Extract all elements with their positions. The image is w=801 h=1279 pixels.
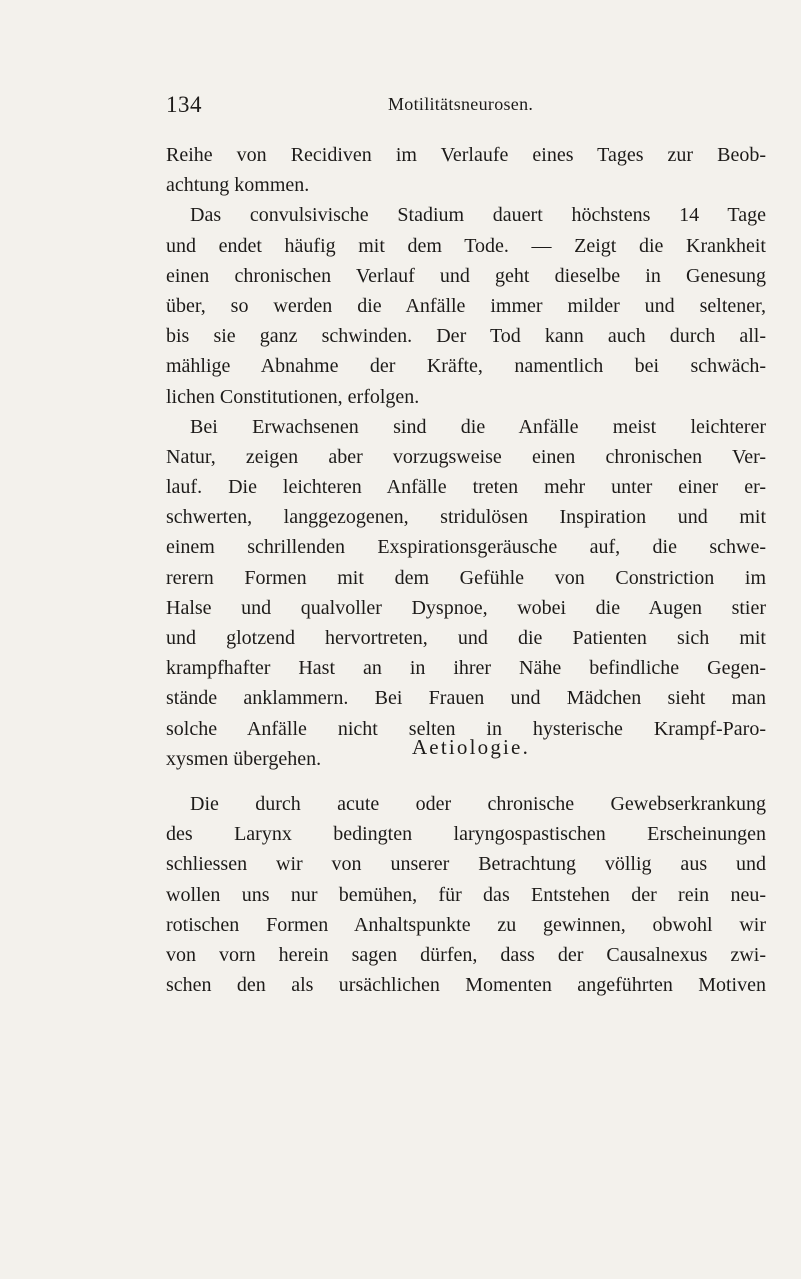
- paragraph: [166, 200, 766, 411]
- text-line: mählige Abnahme der Kräfte, namentlich bei schwäch-: [166, 355, 766, 378]
- text-line: bis sie ganz schwinden. Der Tod kann auch durch all-: [166, 325, 766, 348]
- text-line: einen chronischen Verlauf und geht dieselbe in Genesung: [166, 264, 766, 287]
- text-line: und glotzend hervortreten, und die Patienten sich mit: [166, 627, 766, 649]
- text-line: schliessen wir von unserer Betrachtung völlig aus und: [166, 853, 766, 876]
- text-line: xysmen übergehen.: [166, 747, 322, 770]
- text-line: solche Anfälle nicht selten in hysterische Krampf-Paro-: [166, 717, 766, 740]
- text-line: des Larynx bedingten laryngospastischen Erscheinungen: [166, 823, 766, 846]
- text-line: rotischen Formen Anhaltspunkte zu gewinnen, obwohl wir: [166, 913, 766, 936]
- text-line: stände anklammern. Bei Frauen und Mädchen sieht man: [166, 687, 766, 710]
- page-header: [166, 92, 766, 122]
- page-number: 134: [166, 92, 202, 117]
- paragraph: [166, 412, 766, 774]
- text-line: lauf. Die leichteren Anfälle treten mehr unter einer er-: [166, 476, 766, 499]
- text-line: von vorn herein sagen dürfen, dass der Causalnexus zwi-: [166, 943, 766, 966]
- body-text-bottom: [166, 789, 766, 1000]
- paragraph: [166, 789, 766, 1000]
- text-line: Die durch acute oder chronische Gewebserkrankung: [190, 793, 766, 815]
- text-line: über, so werden die Anfälle immer milder und seltener,: [166, 294, 766, 317]
- text-line: rerern Formen mit dem Gefühle von Constriction im: [166, 566, 766, 589]
- text-line: schwerten, langgezogenen, stridulösen Inspiration und mit: [166, 506, 766, 529]
- text-line: achtung kommen.: [166, 174, 310, 197]
- paragraph: [166, 140, 766, 200]
- text-line: einem schrillenden Exspirationsgeräusche auf, die schwe-: [166, 536, 766, 559]
- text-line: Bei Erwachsenen sind die Anfälle meist leichterer: [190, 415, 766, 438]
- text-line: Natur, zeigen aber vorzugsweise einen chronischen Ver-: [166, 445, 766, 468]
- text-line: und endet häufig mit dem Tode. — Zeigt die Krankheit: [166, 234, 766, 257]
- text-line: lichen Constitutionen, erfolgen.: [166, 385, 420, 408]
- body-text-top: [166, 140, 766, 774]
- text-line: krampfhafter Hast an in ihrer Nähe befindliche Gegen-: [166, 657, 766, 680]
- text-line: Reihe von Recidiven im Verlaufe eines Tages zur Beob-: [166, 144, 766, 166]
- text-line: Halse und qualvoller Dyspnoe, wobei die Augen stier: [166, 596, 766, 619]
- text-line: schen den als ursächlichen Momenten angeführten Motiven: [166, 974, 766, 997]
- running-title: Motilitätsneurosen.: [388, 94, 534, 114]
- text-line: wollen uns nur bemühen, für das Entstehen der rein neu-: [166, 883, 766, 906]
- text-line: Das convulsivische Stadium dauert höchstens 14 Tage: [190, 204, 766, 227]
- section-heading: Aetiologie.: [411, 735, 531, 759]
